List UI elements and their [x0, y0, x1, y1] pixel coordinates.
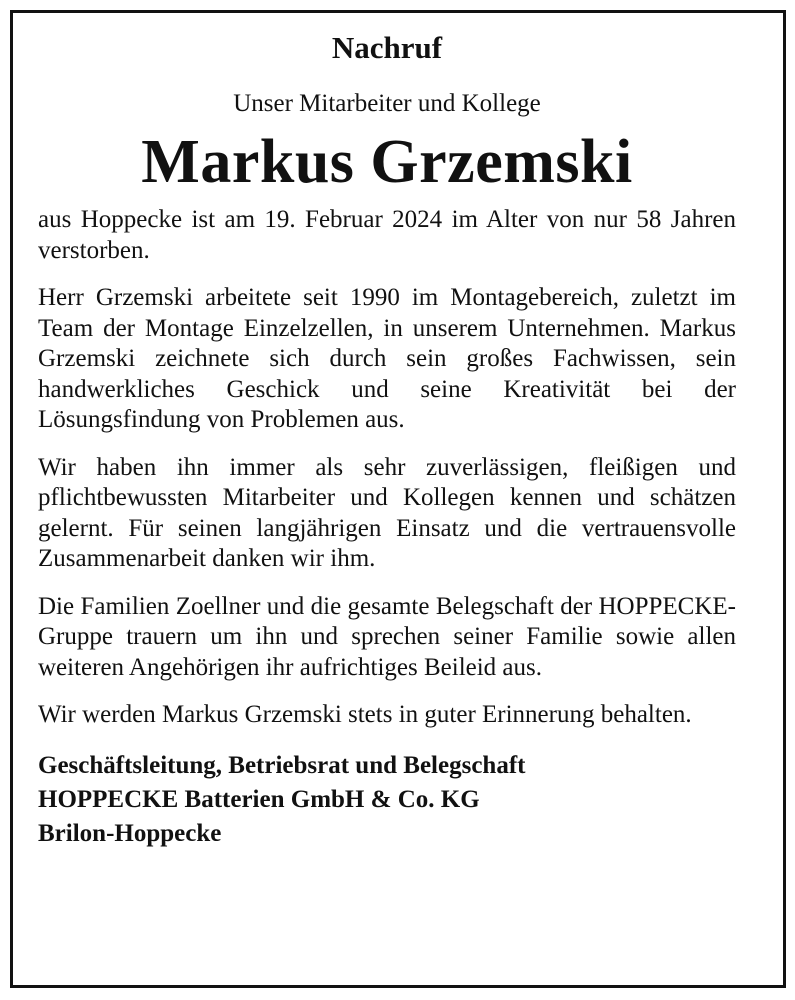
paragraph-remembrance: Wir werden Markus Grzemski stets in guter Erinnerung behalten. [38, 701, 692, 728]
obituary-notice [38, 30, 736, 851]
signature-line-company: HOPPECKE Batterien GmbH & Co. KG [38, 785, 480, 813]
signature-line-location: Brilon-Hoppecke [38, 819, 222, 847]
paragraph-condolences: Die Familien Zoellner und die gesamte Belegschaft der HOPPECKE-Gruppe trauern um ihn und sprechen seiner Familie sowie allen weiteren Angehörigen ihr aufrichtiges Beileid aus. [38, 592, 736, 681]
paragraph-appreciation: Wir haben ihn immer als sehr zuverlässigen, fleißigen und pflichtbewussten Mitarbeiter und Kollegen kennen und schätzen gelernt. Für seinen langjährigen Einsatz und die vertrauensvolle Zusammenarbeit danken wir ihm. [38, 453, 736, 572]
notice-intro: Unser Mitarbeiter und Kollege [233, 90, 541, 117]
signature-line-management: Geschäftsleitung, Betriebsrat und Belegschaft [38, 751, 526, 779]
paragraph-career: Herr Grzemski arbeitete seit 1990 im Montagebereich, zuletzt im Team der Montage Einzelzellen, in unserem Unternehmen. Markus Grzemski zeichnete sich durch sein großes Fachwissen, sein handwerkliches Geschick und seine Kreativität bei der Lösungsfindung von Problemen aus. [38, 284, 736, 433]
paragraph-death-announcement: aus Hoppecke ist am 19. Februar 2024 im Alter von nur 58 Jahren verstorben. [38, 206, 736, 264]
notice-heading: Nachruf [331, 30, 443, 65]
signature-block [38, 749, 736, 851]
deceased-name: Markus Grzemski [141, 128, 633, 196]
